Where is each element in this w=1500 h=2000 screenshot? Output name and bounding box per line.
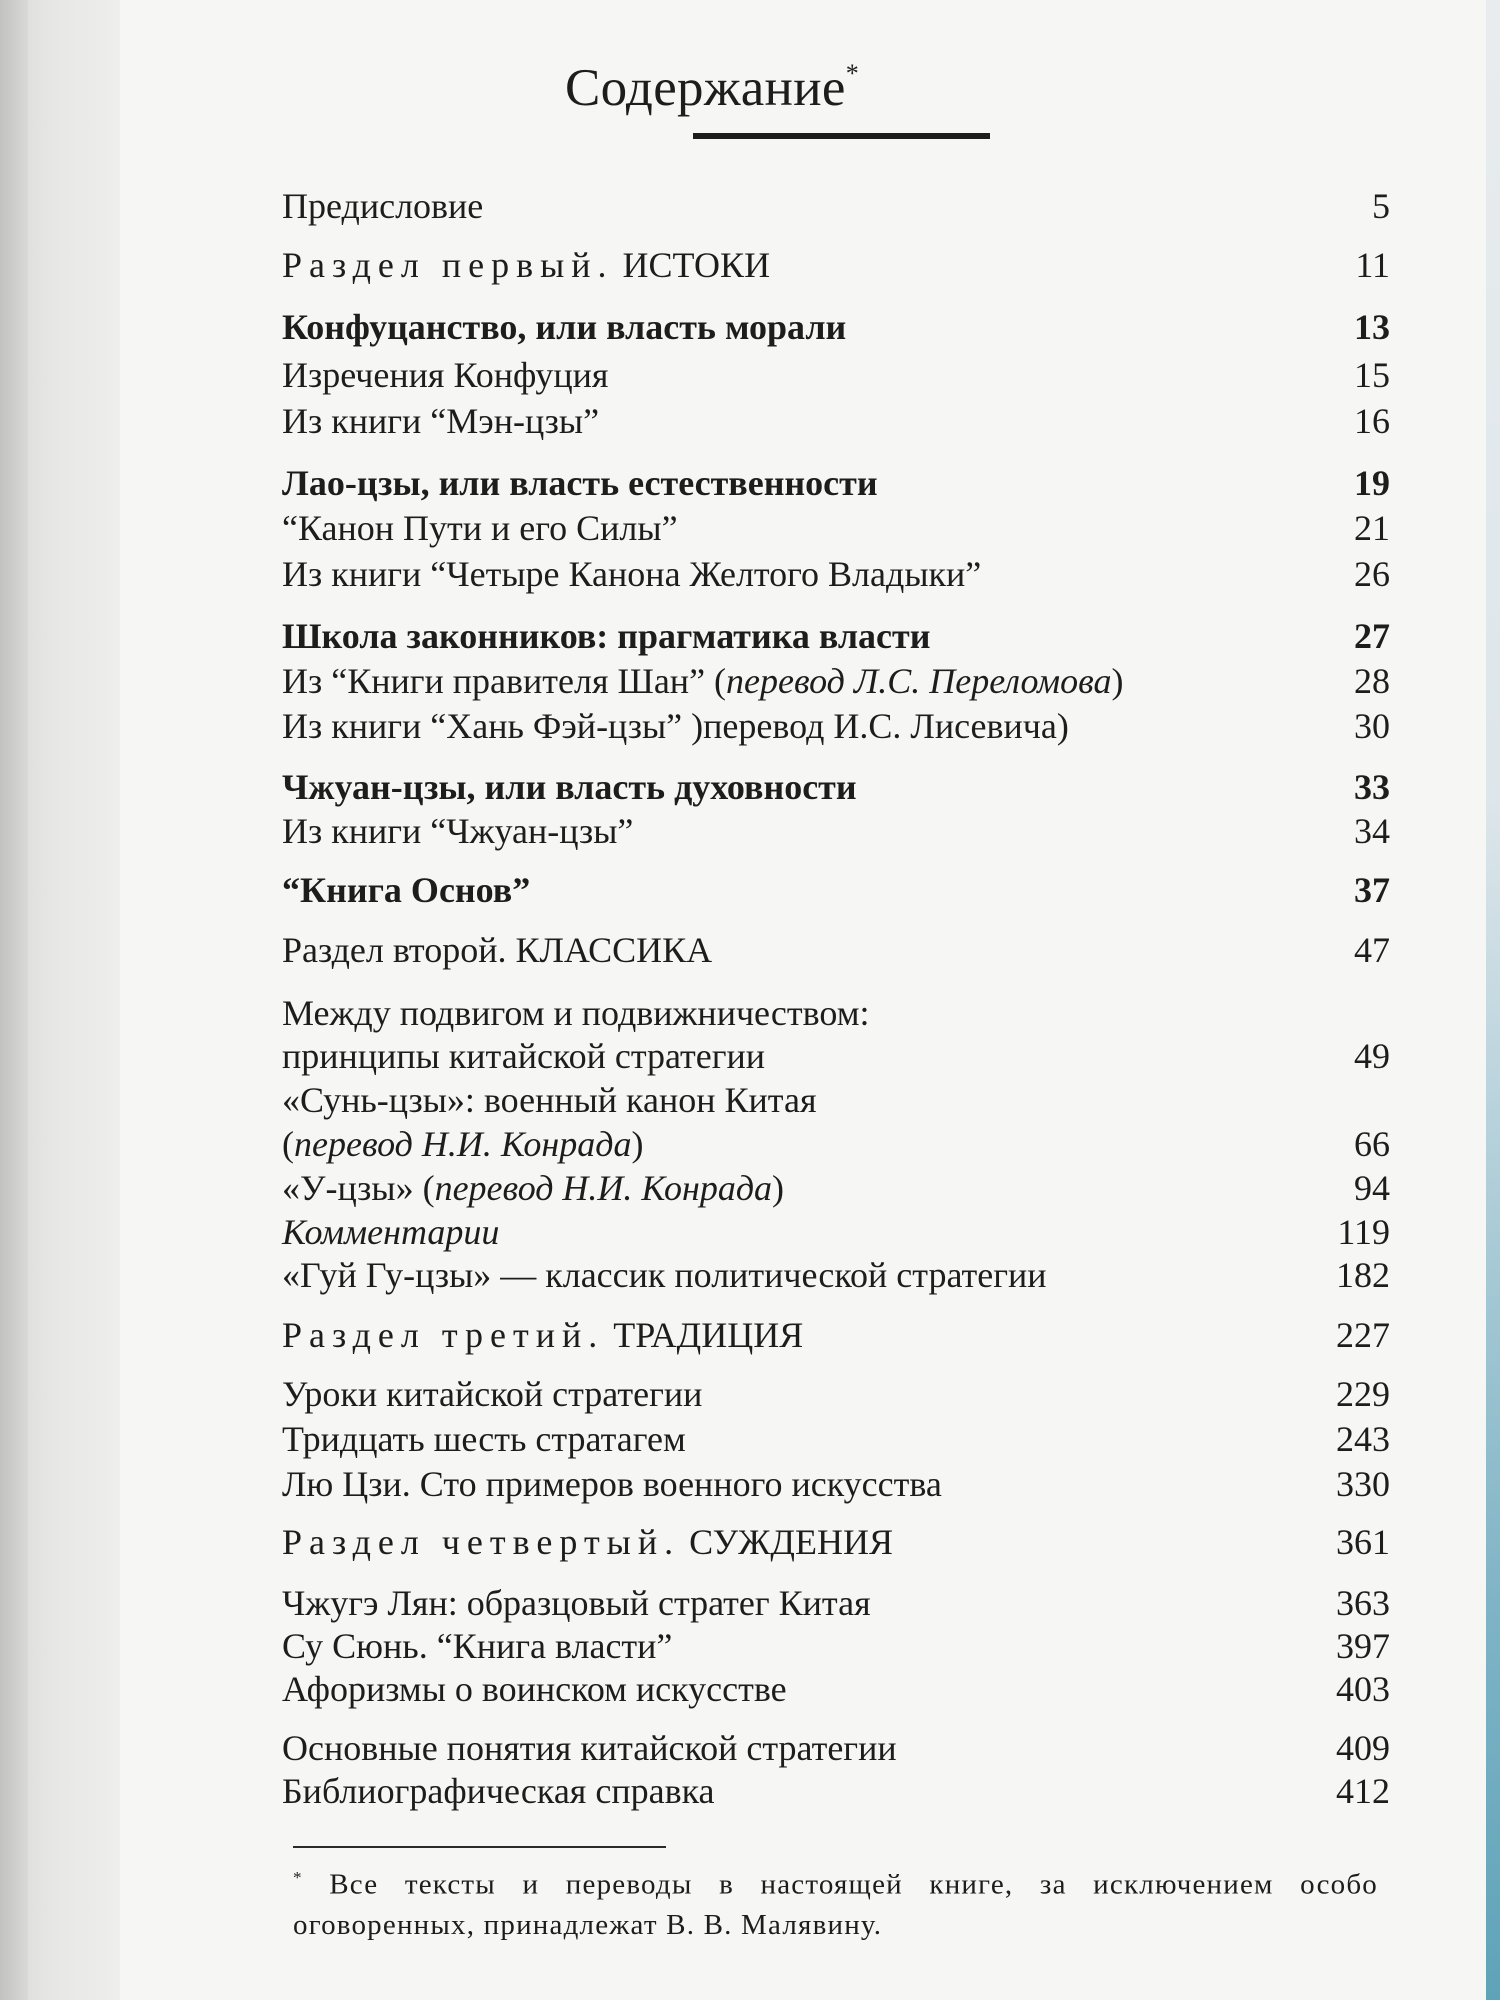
toc-entry-title: Конфуцанство, или власть морали bbox=[282, 307, 847, 347]
toc-entry-title: Между подвигом и подвижничеством: bbox=[282, 993, 870, 1033]
toc-entry-page: 94 bbox=[1354, 1168, 1390, 1208]
toc-entry-title: “Канон Пути и его Силы” bbox=[282, 508, 678, 548]
entry-text: Из “Книги правителя Шан” ( bbox=[282, 661, 727, 701]
toc-entry-title: Раздел второй. КЛАССИКА bbox=[282, 930, 713, 970]
toc-entry bbox=[282, 551, 1390, 597]
footnote bbox=[293, 1858, 1378, 1945]
toc-entry bbox=[282, 398, 1390, 444]
toc-entry-page: 49 bbox=[1354, 1036, 1390, 1076]
toc-entry bbox=[282, 1666, 1390, 1712]
toc-entry-page: 330 bbox=[1336, 1464, 1390, 1504]
toc-entry-page: 11 bbox=[1355, 245, 1390, 285]
toc-entry-page: 66 bbox=[1354, 1124, 1390, 1164]
toc-entry-page: 27 bbox=[1354, 616, 1390, 656]
entry-text: ( bbox=[282, 1124, 294, 1164]
footnote-mark: * bbox=[293, 1868, 303, 1887]
toc-section-heading bbox=[282, 1519, 1390, 1565]
toc-entry-title bbox=[282, 658, 1123, 704]
toc-entry bbox=[282, 1580, 1390, 1626]
toc-entry-title: Из книги “Четыре Канона Желтого Владыки” bbox=[282, 554, 982, 594]
toc-entry-title: Из книги “Мэн-цзы” bbox=[282, 401, 600, 441]
toc-entry bbox=[282, 183, 1390, 229]
toc-entry-page: 403 bbox=[1336, 1669, 1390, 1709]
toc-entry-title: Лю Цзи. Сто примеров военного искусства bbox=[282, 1464, 942, 1504]
toc-chapter-heading bbox=[282, 304, 1390, 350]
section-label: Раздел четвертый. bbox=[282, 1522, 681, 1562]
toc-entry-page: 16 bbox=[1354, 401, 1390, 441]
toc-entry-page: 21 bbox=[1354, 508, 1390, 548]
toc-entry bbox=[282, 808, 1390, 854]
entry-text-close: ) bbox=[631, 1124, 644, 1164]
entry-text-close: ) bbox=[772, 1168, 785, 1208]
toc-entry-title: Предисловие bbox=[282, 186, 484, 226]
toc-entry-title: Чжугэ Лян: образцовый стратег Китая bbox=[282, 1583, 871, 1623]
toc-entry-page: 37 bbox=[1354, 870, 1390, 910]
toc-entry-title: Лао-цзы, или власть естественности bbox=[282, 463, 878, 503]
section-label: Раздел первый. bbox=[282, 245, 614, 285]
toc-entry-page: 47 bbox=[1354, 930, 1390, 970]
toc-entry-title: Тридцать шесть стратагем bbox=[282, 1419, 686, 1459]
toc-entry-title bbox=[282, 1312, 803, 1358]
toc-entry bbox=[282, 1033, 1390, 1079]
toc-entry-page: 33 bbox=[1354, 767, 1390, 807]
toc-section-heading bbox=[282, 1312, 1390, 1358]
toc-entry bbox=[282, 1252, 1390, 1298]
toc-entry bbox=[282, 990, 1390, 1036]
toc-entry-page: 15 bbox=[1354, 355, 1390, 395]
page-title-text: Содержание bbox=[565, 59, 846, 117]
toc-entry-page: 229 bbox=[1336, 1374, 1390, 1414]
toc-entry-title: “Книга Основ” bbox=[282, 870, 531, 910]
toc-entry-title: Чжуан-цзы, или власть духовности bbox=[282, 767, 857, 807]
toc-chapter-heading bbox=[282, 613, 1390, 659]
title-footnote-mark: * bbox=[845, 59, 860, 89]
translator-credit: перевод Н.И. Конрада bbox=[294, 1124, 632, 1164]
entry-text-close: ) bbox=[1111, 661, 1124, 701]
toc-entry-page: 363 bbox=[1336, 1583, 1390, 1623]
toc-entry-title: Основные понятия китайской стратегии bbox=[282, 1728, 897, 1768]
footnote-text: Все тексты и переводы в настоящей книге, за исключением особо оговоренных, принадлежат В. В. Малявину. bbox=[293, 1868, 1379, 1941]
toc-entry bbox=[282, 1371, 1390, 1417]
toc-entry bbox=[282, 1077, 1390, 1123]
toc-entry-page: 227 bbox=[1336, 1315, 1390, 1355]
toc-entry bbox=[282, 1121, 1390, 1167]
toc-entry bbox=[282, 1209, 1390, 1255]
toc-entry-title: Уроки китайской стратегии bbox=[282, 1374, 703, 1414]
toc-entry-title: принципы китайской стратегии bbox=[282, 1036, 766, 1076]
toc-entry bbox=[282, 352, 1390, 398]
toc-entry bbox=[282, 1725, 1390, 1771]
toc-entry bbox=[282, 1165, 1390, 1211]
toc-entry bbox=[282, 1623, 1390, 1669]
toc-entry-title: «Гуй Гу-цзы» — классик политической стратегии bbox=[282, 1255, 1047, 1295]
toc-entry bbox=[282, 658, 1390, 704]
toc-section-heading bbox=[282, 927, 1390, 973]
toc-chapter-heading bbox=[282, 764, 1390, 810]
toc-entry-page: 13 bbox=[1354, 307, 1390, 347]
toc-entry-title: Библиографическая справка bbox=[282, 1771, 715, 1811]
toc-entry-title bbox=[282, 1165, 784, 1211]
toc-section-heading bbox=[282, 242, 1390, 288]
translator-credit: перевод Л.С. Переломова bbox=[726, 661, 1112, 701]
toc-entry-title: Школа законников: прагматика власти bbox=[282, 616, 931, 656]
toc-entry-page: 30 bbox=[1354, 706, 1390, 746]
section-name: СУЖДЕНИЯ bbox=[689, 1522, 893, 1562]
toc-chapter-heading bbox=[282, 460, 1390, 506]
toc-entry-page: 28 bbox=[1354, 661, 1390, 701]
toc-entry bbox=[282, 703, 1390, 749]
toc-entry-page: 26 bbox=[1354, 554, 1390, 594]
entry-text: «У-цзы» ( bbox=[282, 1168, 435, 1208]
section-name: ИСТОКИ bbox=[622, 245, 771, 285]
toc-entry-page: 243 bbox=[1336, 1419, 1390, 1459]
section-label: Раздел третий. bbox=[282, 1315, 605, 1355]
toc-entry-title bbox=[282, 242, 770, 288]
toc-entry-page: 361 bbox=[1336, 1522, 1390, 1562]
translator-credit: перевод Н.И. Конрада bbox=[434, 1168, 773, 1208]
toc-entry bbox=[282, 505, 1390, 551]
toc-entry-page: 412 bbox=[1336, 1771, 1390, 1811]
section-name: ТРАДИЦИЯ bbox=[613, 1315, 804, 1355]
toc-entry-page: 19 bbox=[1354, 463, 1390, 503]
footnote-divider bbox=[293, 1846, 666, 1848]
toc-entry bbox=[282, 1461, 1390, 1507]
toc-entry-page: 34 bbox=[1354, 811, 1390, 851]
toc-entry-title: Изречения Конфуция bbox=[282, 355, 609, 395]
toc-entry bbox=[282, 1416, 1390, 1462]
toc-entry-title: Су Сюнь. “Книга власти” bbox=[282, 1626, 673, 1666]
toc-entry-title bbox=[282, 1519, 893, 1565]
toc-entry-title: Из книги “Чжуан-цзы” bbox=[282, 811, 634, 851]
toc-entry-page: 5 bbox=[1372, 186, 1390, 226]
toc-entry-page: 409 bbox=[1336, 1728, 1390, 1768]
toc-entry bbox=[282, 1768, 1390, 1814]
toc-chapter-heading bbox=[282, 867, 1390, 913]
toc-entry-title: Из книги “Хань Фэй-цзы” )перевод И.С. Лисевича) bbox=[282, 706, 1069, 746]
toc-entry-title: Афоризмы о воинском искусстве bbox=[282, 1669, 787, 1709]
toc-entry-title: Комментарии bbox=[282, 1212, 500, 1252]
toc-entry-page: 119 bbox=[1337, 1212, 1390, 1252]
toc-entry-page: 182 bbox=[1336, 1255, 1390, 1295]
toc-entry-page: 397 bbox=[1336, 1626, 1390, 1666]
toc-entry-title: «Сунь-цзы»: военный канон Китая bbox=[282, 1080, 817, 1120]
toc-entry-title bbox=[282, 1121, 643, 1167]
